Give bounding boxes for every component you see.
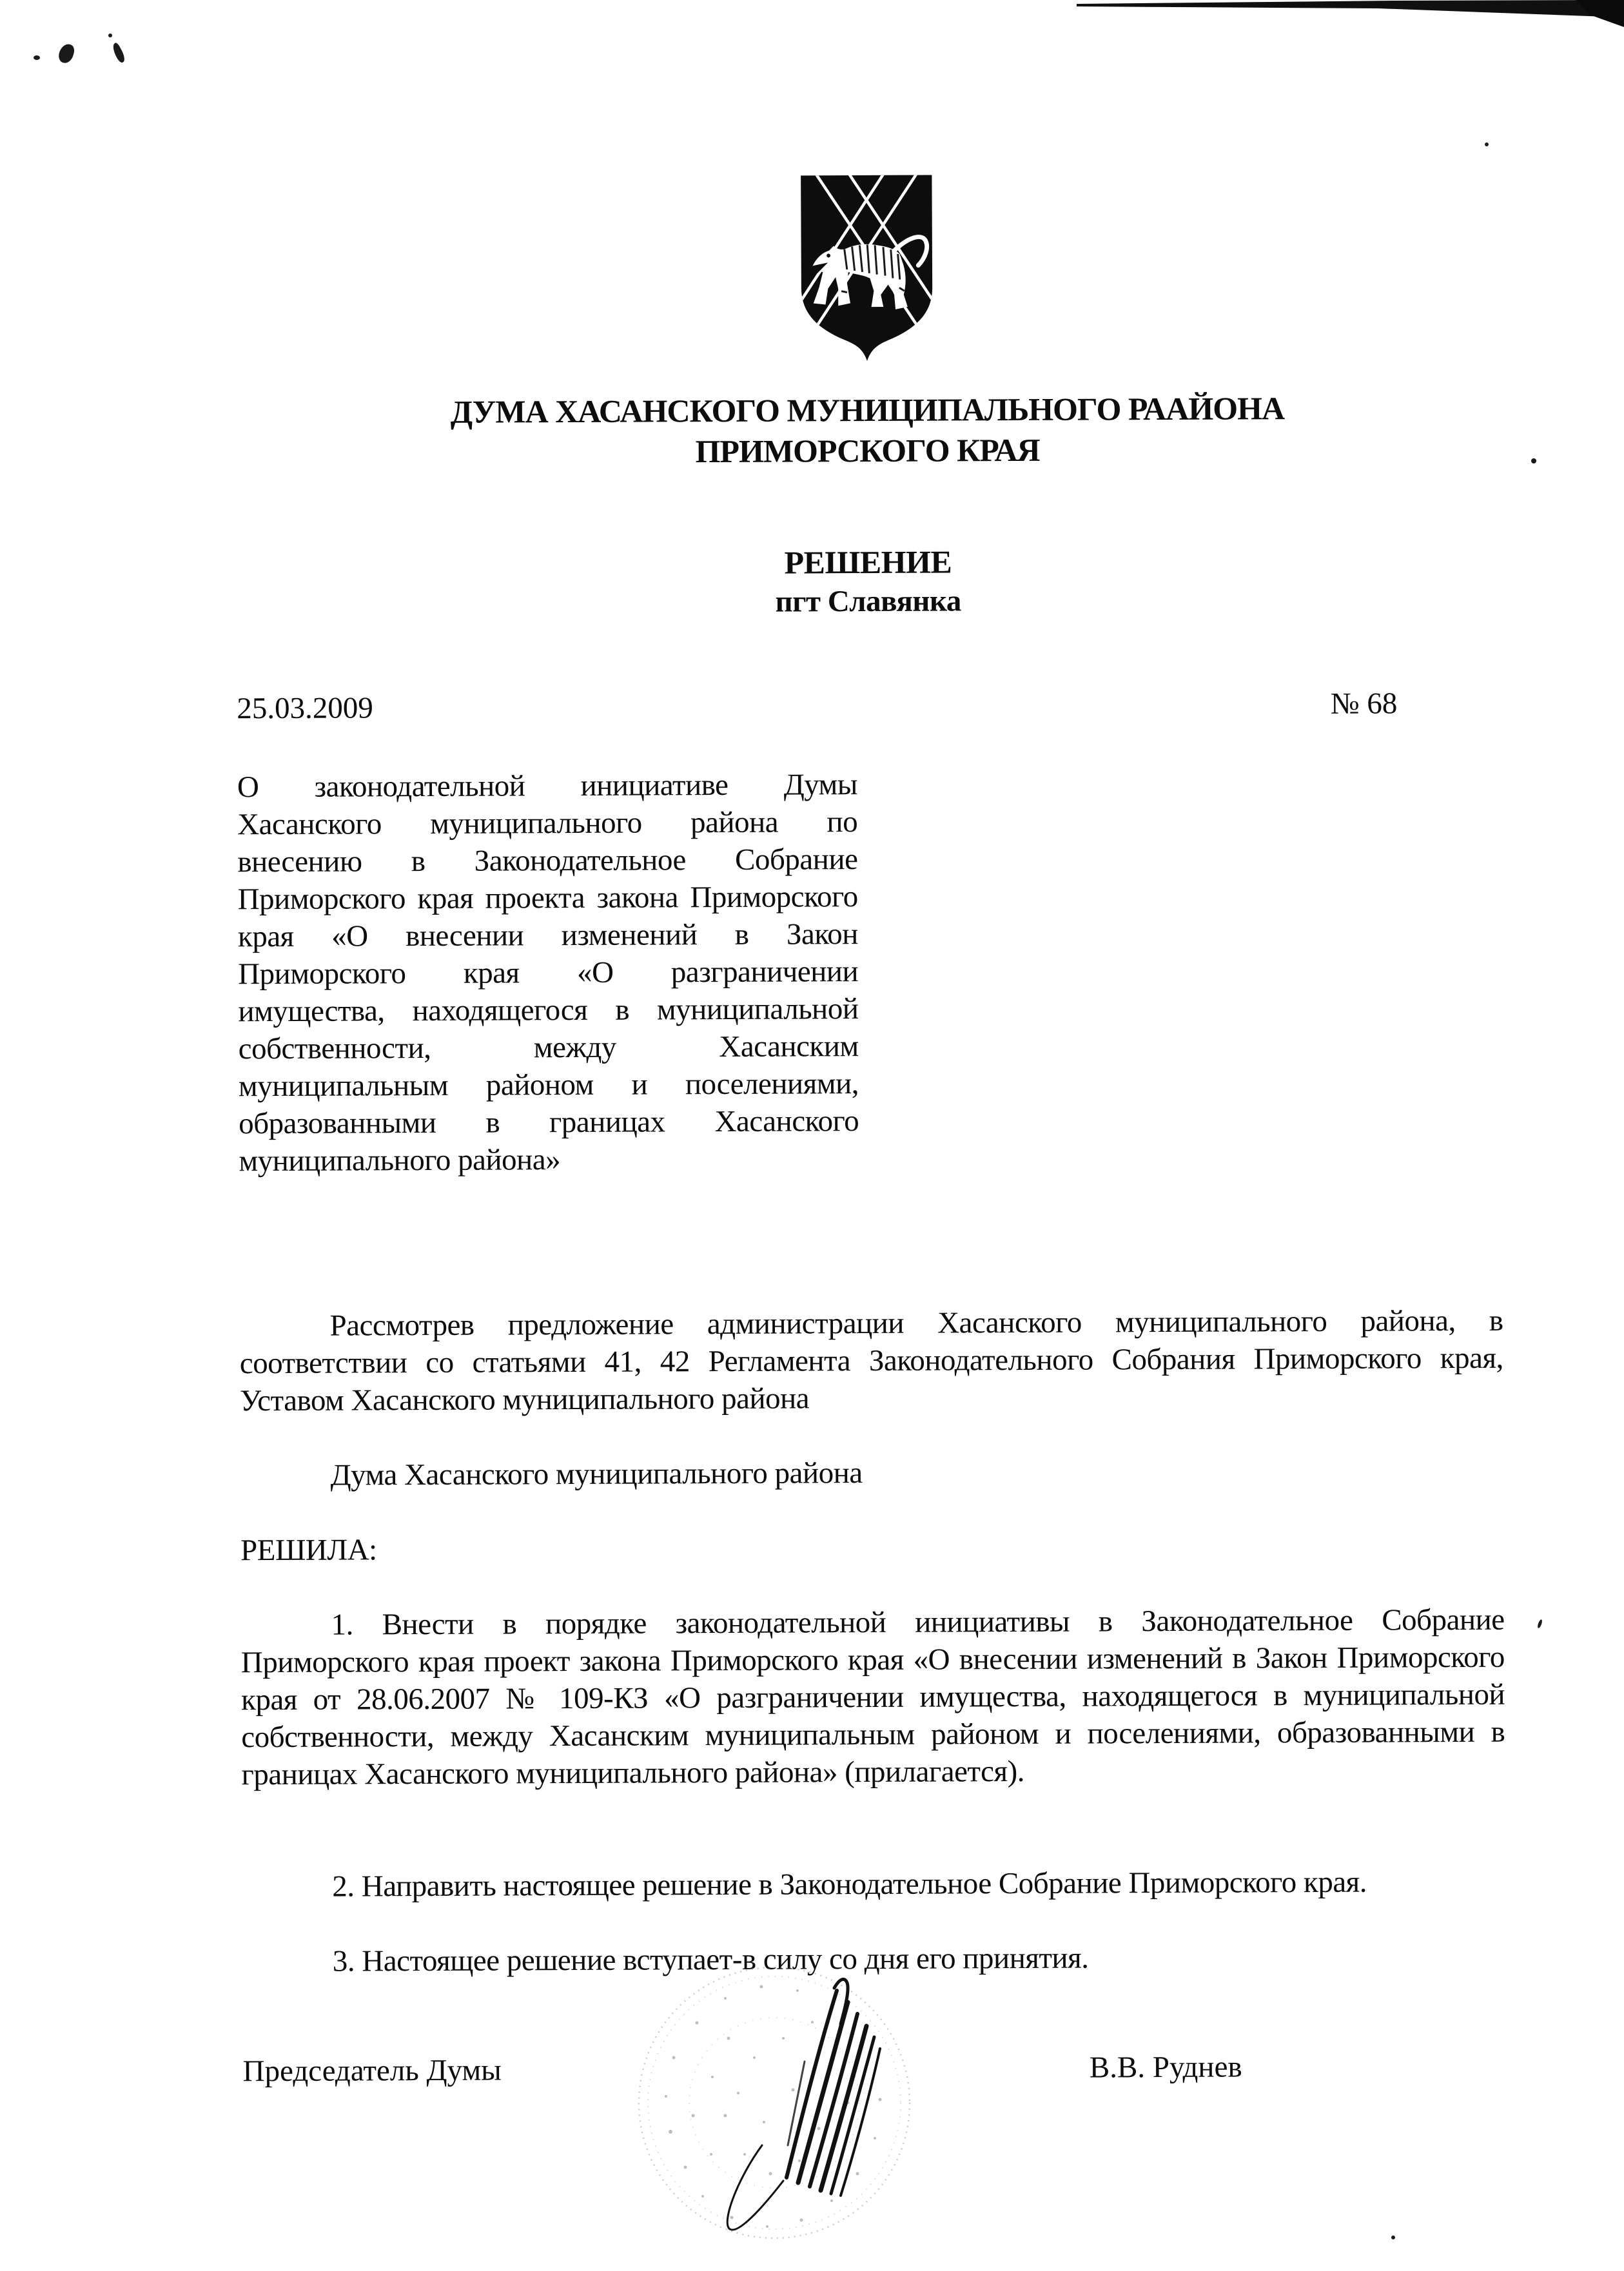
resolution-item-2: 2. Направить настоящее решение в Законодательное Собрание Приморского края.	[332, 1865, 1367, 1904]
document-content	[234, 0, 1507, 2271]
ink-speck	[57, 43, 75, 65]
signature-scribble	[651, 1965, 961, 2245]
ink-speck	[110, 42, 127, 64]
signatory-title: Председатель Думы	[242, 2053, 502, 2089]
document-place: пгт Славянка	[775, 584, 961, 619]
document-date: 25.03.2009	[237, 691, 373, 726]
document-type: РЕШЕНИЕ	[784, 543, 952, 581]
body-intro-line: Дума Хасанского муниципального района	[330, 1456, 863, 1492]
ink-speck	[1537, 1619, 1543, 1629]
resolution-item-3: 3. Настоящее решение вступает-в силу со дня его принятия.	[332, 1941, 1089, 1978]
document-number: № 68	[1330, 687, 1398, 721]
ink-speck	[1531, 458, 1536, 463]
primorsky-krai-coat-of-arms-icon	[793, 170, 941, 365]
org-name-line2: ПРИМОРСКОГО КРАЯ	[695, 431, 1040, 470]
signatory-name: В.В. Руднев	[1089, 2050, 1242, 2085]
preamble-paragraph: Рассмотрев предложение администрации Хасанского муниципального района, в соответствии со статьями 41, 42 Регламента Законодательного Собрания Приморского края, Уставом Хасанского муниципального района	[239, 1303, 1503, 1418]
resolution-item-1: 1. Внести в порядке законодательной инициативы в Законодательное Собрание Приморского края проект закона Приморского края «О внесении изменений в Закон Приморского края от 28.06.2007 № 109-КЗ «О разграничении имущества, находящегося в муниципальной собственности, между Хасанским муниципальным районом и поселениями, образованными в границах Хасанского муниципального района» (прилагается).	[240, 1603, 1505, 1792]
resolved-label: РЕШИЛА:	[240, 1533, 377, 1568]
ink-speck	[34, 55, 40, 60]
ink-speck	[108, 34, 112, 37]
subject-block: О законодательной инициативе Думы Хасанского муниципального района по внесению в Законодательное Собрание Приморского края проекта закона Приморского края «О внесении изменений в Закон Приморского края «О разграничении имущества, находящегося в муниципальной собственности, между Хасанским муниципальным районом и поселениями, образованными в границах Хасанского муниципального района»	[237, 768, 859, 1178]
date-number-row	[237, 685, 1500, 728]
org-name-line1: ДУМА ХАСАНСКОГО МУНИЦИПАЛЬНОГО РААЙОНА	[450, 390, 1285, 430]
